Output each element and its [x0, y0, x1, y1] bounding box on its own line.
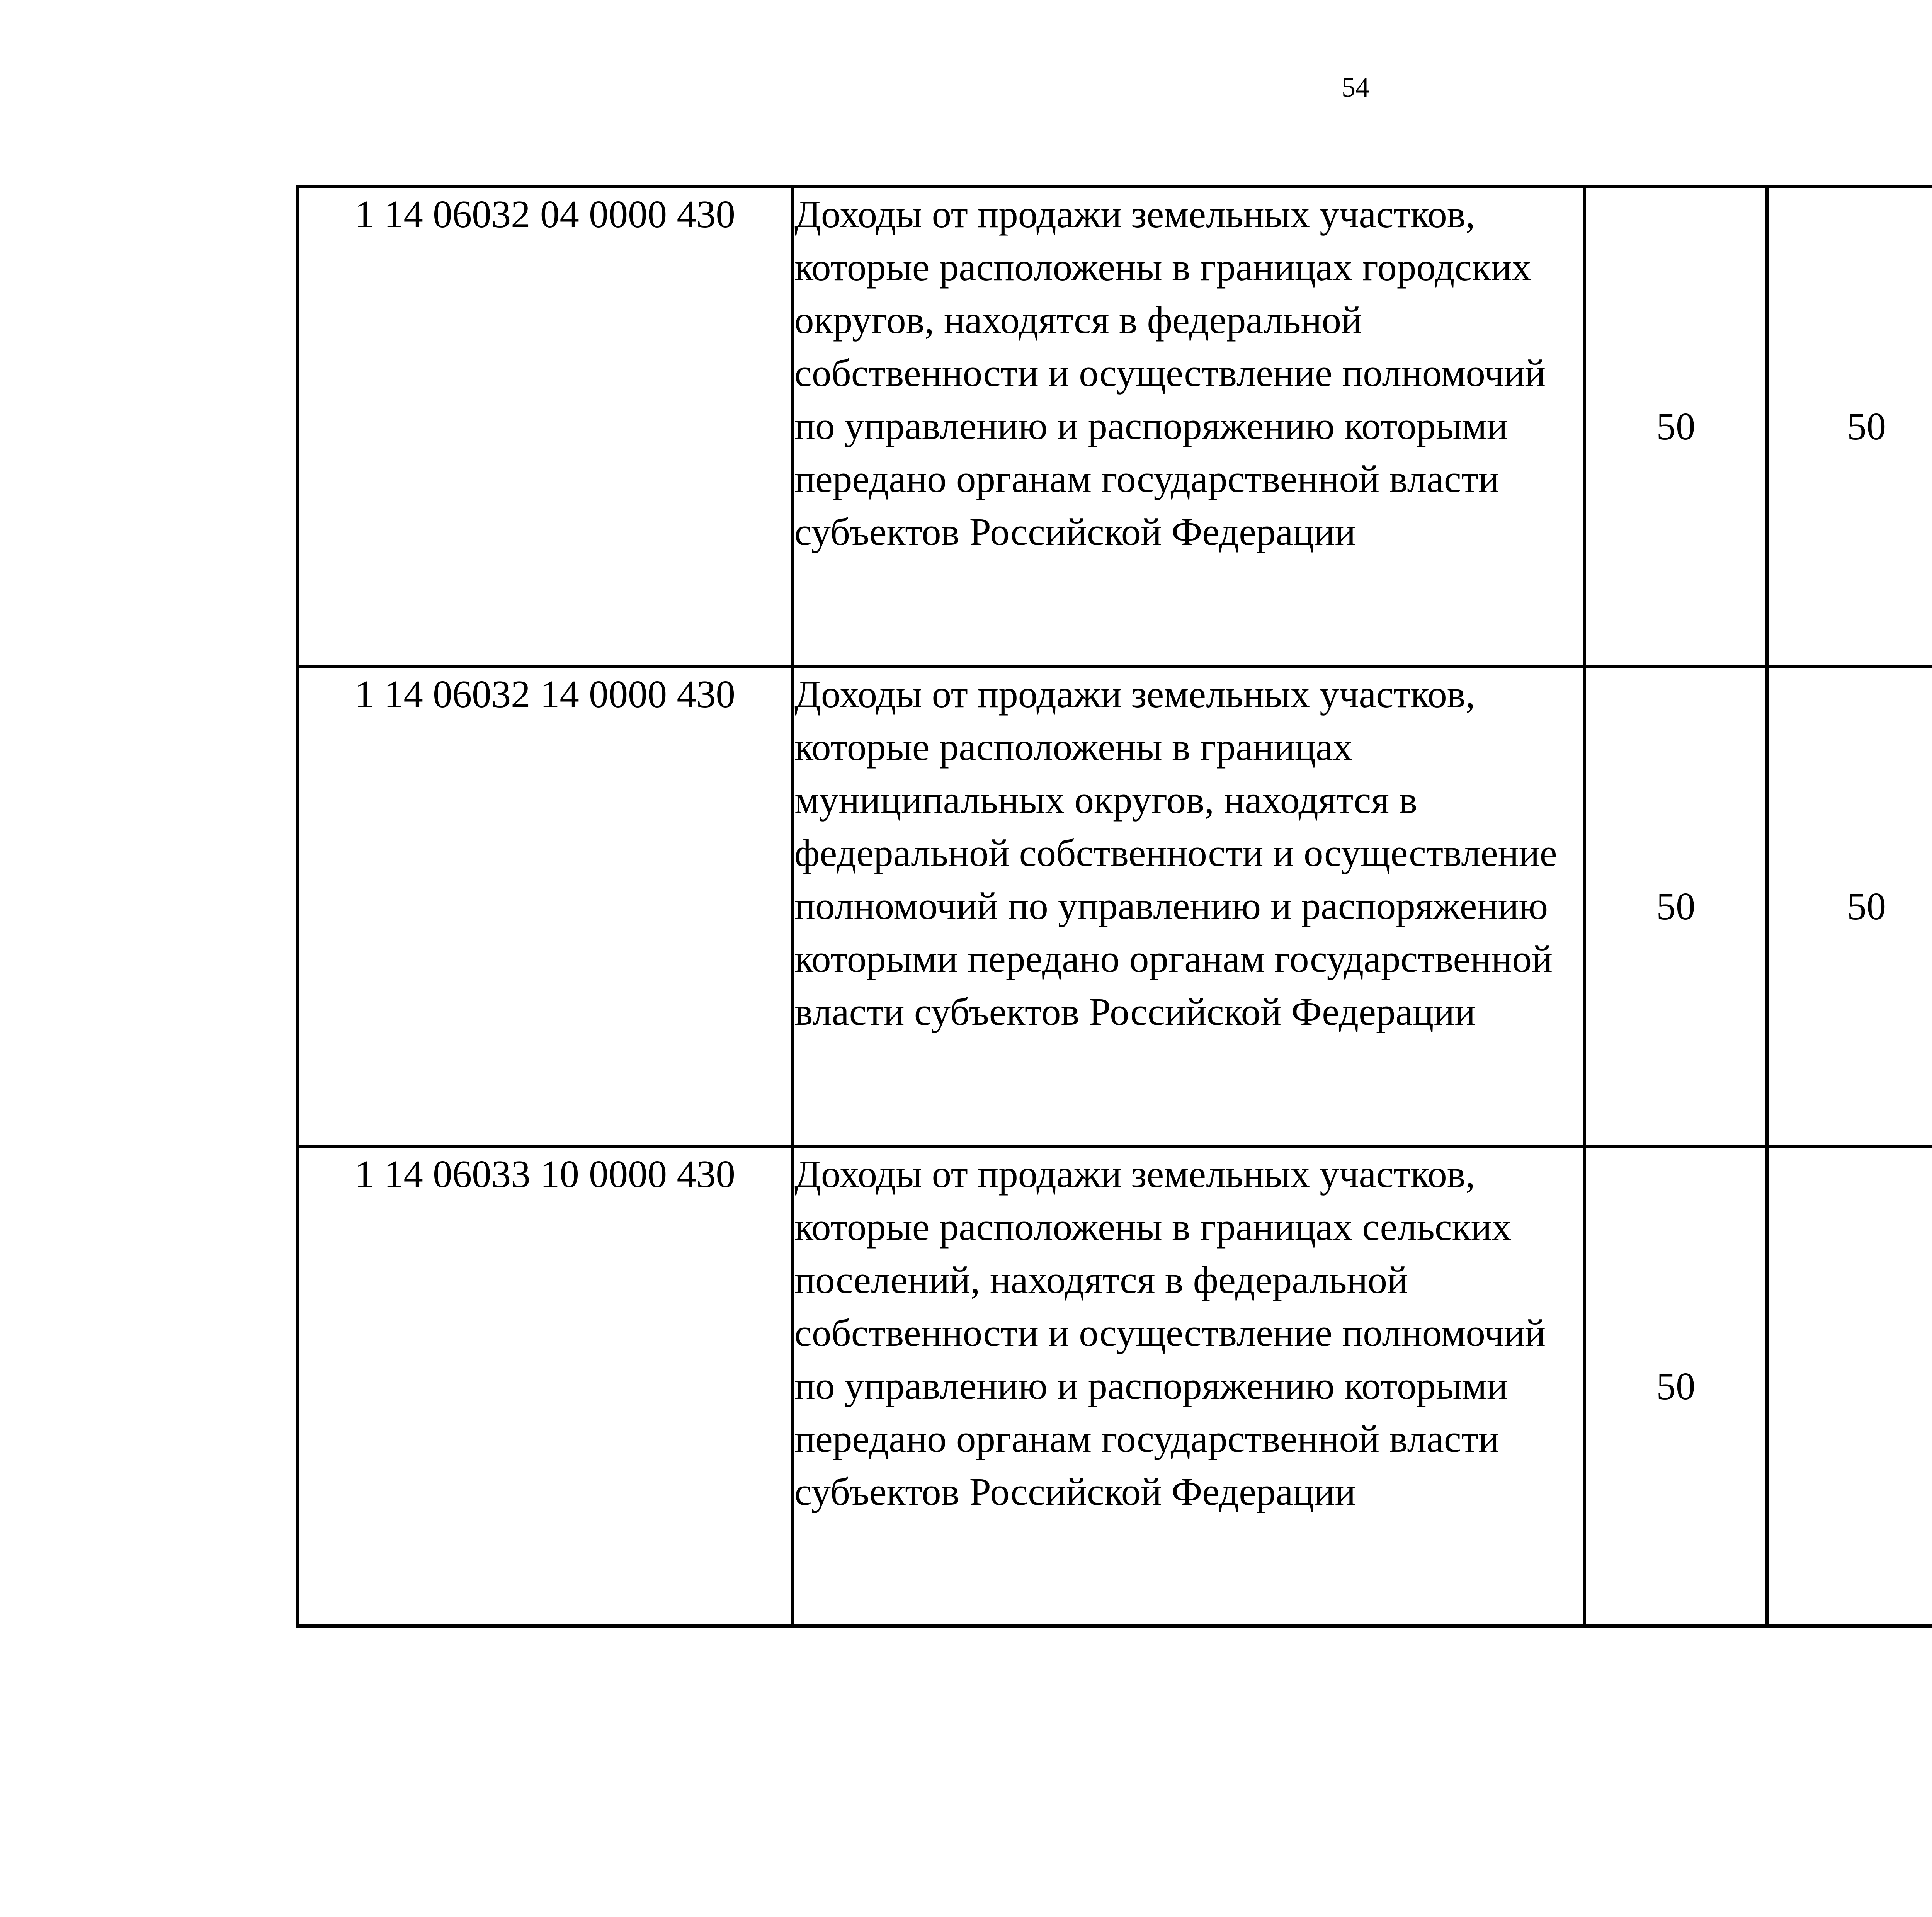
- value-cell-2: 50: [1767, 186, 1932, 666]
- budget-code-cell: 1 14 06032 14 0000 430: [297, 666, 793, 1146]
- description-cell: Доходы от продажи земельных участков, которые расположены в границах сельских поселений, находятся в федеральной собственности и осуществление полномочий по управлению и распоряжению которыми передано органам государственной власти субъектов Российской Федерации: [793, 1146, 1585, 1626]
- description-cell: Доходы от продажи земельных участков, которые расположены в границах городских округов, находятся в федеральной собственности и осуществление полномочий по управлению и распоряжению которыми передано органам государственной власти субъектов Российской Федерации: [793, 186, 1585, 666]
- value-cell-1: 50: [1585, 666, 1767, 1146]
- budget-code-cell: 1 14 06033 10 0000 430: [297, 1146, 793, 1626]
- table-row: [297, 666, 1932, 1146]
- value-cell-2: [1767, 1146, 1932, 1626]
- value-cell-1: 50: [1585, 1146, 1767, 1626]
- table-row: [297, 1146, 1932, 1626]
- budget-code-cell: 1 14 06032 04 0000 430: [297, 186, 793, 666]
- revenue-distribution-table: [296, 185, 1932, 1628]
- value-cell-2: 50: [1767, 666, 1932, 1146]
- page-number: 54: [1342, 72, 1369, 103]
- value-cell-1: 50: [1585, 186, 1767, 666]
- table-row: [297, 186, 1932, 666]
- description-cell: Доходы от продажи земельных участков, которые расположены в границах муниципальных округов, находятся в федеральной собственности и осуществление полномочий по управлению и распоряжению которыми передано органам государственной власти субъектов Российской Федерации: [793, 666, 1585, 1146]
